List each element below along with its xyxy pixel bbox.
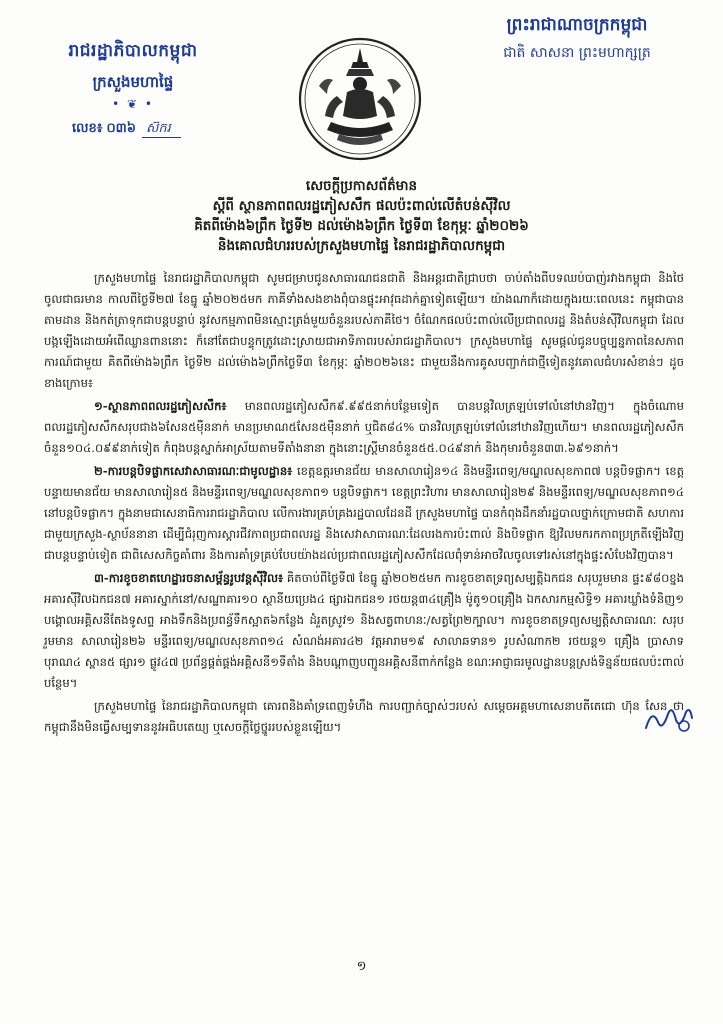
page-number: ១ — [356, 959, 367, 974]
document-body — [44, 268, 684, 740]
closing-block — [44, 696, 684, 738]
title-line-3: គិតពីម៉ោង៦ព្រឹក ថ្ងៃទី២ ដល់ម៉ោង៦ព្រឹក ថ្ងៃទី៣ ខែកុម្ភៈ ឆ្នាំ២០២៦ — [194, 218, 529, 234]
reference-handwritten: ស៊ករ — [142, 121, 181, 138]
royal-seal-icon — [297, 36, 423, 162]
ministry-name: ក្រសួងមហាផ្ទៃ — [92, 73, 174, 91]
section-2-heading: ២-ការបន្តបិទផ្លាកសេវាសាធារណៈជាមូលដ្ឋាន៖ — [94, 464, 293, 478]
right-letterhead — [467, 14, 687, 64]
document-title — [40, 176, 683, 256]
section-2-text: ខេត្តឧត្ដរមានជ័យ មានសាលារៀន១៤ និងមន្ទីរពេទ្យ/មណ្ឌលសុខភាព៧ បន្តបិទផ្លាក។ ខេត្តបន្ទាយមានជ័យ មានសាលារៀន៥ និងមន្ទីរពេទ្យ/មណ្ឌលសុខភាព១ បន្តបិទផ្លាក។ ខេត្តព្រះវិហារ មានសាលារៀន២៩ និងមន្ទីរពេទ្យ/មណ្ឌលសុខភាព១៤ នៅបន្តបិទផ្លាក។ ក្នុងនាមជាសេនាធិការរាជរដ្ឋាភិបាល លើការងារគ្រប់គ្រងរដ្ឋបាលដែនដី ក្រសួងមហាផ្ទៃ បានកំពុងដឹកនាំរដ្ឋបាលថ្នាក់ក្រោមជាតិ សហការជាមួយក្រសួង-ស្ថាប័ននានា ដើម្បីជំរុញការស្ដារជីវភាពប្រជាពលរដ្ឋ និងសេវាសាធារណៈដែលរងការប៉ះពាល់ និងបិទផ្លាក ឱ្យវិលមករកភាពប្រក្រតីឡើងវិញជាបន្តបន្ទាប់ទៀត ជាពិសេសកិច្ចគាំពារ និងការគាំទ្រគ្រប់បែបយ៉ាងដល់ប្រជាពលរដ្ឋភៀសសឹកដែលពុំទាន់អាចវិលចូលទៅរស់នៅក្នុងផ្ទះសំបែងវិញបាន។ — [44, 464, 684, 562]
section-1-heading: ១-ស្ថានភាពពលរដ្ឋភៀសសឹក៖ — [94, 399, 227, 413]
ornament-divider: • ❦ • — [112, 97, 154, 111]
title-line-4: និងគោលជំហររបស់ក្រសួងមហាផ្ទៃ នៃរាជរដ្ឋាភិបាលកម្ពុជា — [217, 238, 506, 254]
title-line-1: សេចក្ដីប្រកាសព័ត៌មាន — [305, 178, 418, 194]
kingdom-name: ព្រះរាជាណាចក្រកម្ពុជា — [506, 15, 648, 35]
section-3-paragraph — [44, 568, 684, 694]
left-letterhead — [28, 40, 238, 111]
intro-paragraph: ក្រសួងមហាផ្ទៃ នៃរាជរដ្ឋាភិបាលកម្ពុជា សូមជម្រាបជូនសាធារណជនជាតិ និងអន្តរជាតិជ្រាបថា ចាប់តាំងពីបទឈប់បាញ់រវាងកម្ពុជា និងថៃ ចូលជាធរមាន កាលពីថ្ងៃទី២៧ ខែធ្នូ ឆ្នាំ២០២៥មក ភាគីទាំងសងខាងពុំបានផ្ទុះអាវុធដាក់គ្នាទៀតឡើយ។ យ៉ាងណាក៏ដោយក្នុងរយៈពេលនេះ កម្ពុជាបានតាមដាន និងកត់ត្រាទុកជាបន្តបន្ទាប់ នូវសកម្មភាពមិនស្មោះត្រង់មួយចំនួនរបស់ភាគីថៃ។ ចំណែកផលប៉ះពាល់លើប្រជាពលរដ្ឋ និងតំបន់ស៊ីវិលកម្ពុជា ដែលបង្កឡើងដោយអំពើឈ្លានពាននោះ ក៏នៅតែជាបន្ទុកត្រូវដោះស្រាយជាអាទិភាពរបស់រាជរដ្ឋាភិបាល។ ក្រសួងមហាផ្ទៃ សូមផ្ដល់ជូនបច្ចុប្បន្នភាពនៃសភាពការណ៍ជាមួយ គិតពីម៉ោង៦ព្រឹក ថ្ងៃទី២ ដល់ម៉ោង៦ព្រឹកថ្ងៃទី៣ ខែកុម្ភៈ ឆ្នាំ២០២៦នេះ ជាមួយនឹងការគូសបញ្ជាក់ជាថ្មីទៀតនូវគោលជំហរសំខាន់ៗ ដូចខាងក្រោម៖ — [44, 271, 684, 390]
section-2-paragraph — [44, 461, 684, 566]
government-name: រាជរដ្ឋាភិបាលកម្ពុជា — [68, 41, 198, 61]
national-motto: ជាតិ សាសនា ព្រះមហាក្សត្រ — [503, 45, 651, 61]
closing-paragraph: ក្រសួងមហាផ្ទៃ នៃរាជរដ្ឋាភិបាលកម្ពុជា គោរពនិងគាំទ្រពេញទំហឹង ការបញ្ជាក់ច្បាស់ៗរបស់ សម្ដេចអគ្គមហាសេនាបតីតេជោ ហ៊ុន សែន ថា កម្ពុជានឹងមិនធ្វើសម្បទាននូវអធិបតេយ្យ ឬសេចក្ដីថ្លៃថ្នូររបស់ខ្លួនឡើយ។ — [44, 699, 684, 734]
section-3-heading: ៣-ការខូចខាតហេដ្ឋារចនាសម្ព័ន្ធរូបវន្តស៊ីវិល៖ — [94, 571, 284, 585]
reference-number — [72, 120, 181, 139]
section-1-paragraph — [44, 396, 684, 459]
reference-value: ០៣៦ — [106, 121, 136, 136]
title-line-2: ស្ដីពី ស្ថានភាពពលរដ្ឋភៀសសឹក ផលប៉ះពាល់លើតំបន់ស៊ីវិល — [212, 198, 511, 214]
signature-mark — [642, 700, 696, 740]
section-1-text: មានពលរដ្ឋភៀសសឹក៩.៩៩៥នាក់បន្ថែមទៀត បានបន្តវិលត្រឡប់ទៅលំនៅឋានវិញ។ ក្នុងចំណោមពលរដ្ឋភៀសសឹកសរុបជាង៦សែន៥ម៉ឺននាក់ មានប្រមាណ៥សែន៥ម៉ឺននាក់ ឬជិត៨៤% បានវិលត្រឡប់ទៅលំនៅឋានវិញហើយ។ មានពលរដ្ឋភៀសសឹកចំនួន១០៤.០៩៩នាក់ទៀត កំពុងបន្តស្នាក់អាស្រ័យតាមទីតាំងនានា ក្នុងនោះស្ត្រីមានចំនួន៥៥.០៤៩នាក់ និងកុមារចំនួន៣៣.៦៩១នាក់។ — [44, 399, 684, 455]
section-3-text: គិតចាប់ពីថ្ងៃទី៧ ខែធ្នូ ឆ្នាំ២០២៥មក ការខូចខាតទ្រព្យសម្បត្តិឯកជន សរុបរួមមាន ផ្ទះ៩៨០ខ្នង អគារស៊ីវិលឯកជន៧ អគារស្នាក់នៅ/សណ្ឋាគារ១០ ស្ថានីយប្រេង៤ ផ្សារឯកជន១ រថយន្ត៣៤គ្រឿង ម៉ូតូ១០គ្រឿង ឯកសារកម្មសិទ្ធិ១ អគារឃ្លាំងទំនិញ១ បង្គោលអគ្គិសនីតែងទូសព្ទ អាងទឹកនិងប្រពន្ធ័ទឹកស្អាត៦កន្លែង ដំរួតស្រូវ១ និងសត្វពាហនៈ/សត្វព្រៃ២ក្បាល។ ការខូចខាតទ្រព្យសម្បត្តិសាធារណៈ សរុបរួមមាន សាលារៀន២៦ មន្ទីរពេទ្យ/មណ្ឌលសុខភាព១៤ សំណង់អគារ៤២ វត្តអារាម១៩ សាលាឆទាន១ រូបសំណាក២ រថយន្ត១ គ្រឿង ប្រាសាទបុរាណ៤ ស្ពាន៥ ផ្សារ១ ផ្លូវ៤៧ ប្រព័ន្ធផ្គត់ផ្គង់អគ្គិសនី១ទីតាំង និងបណ្ដាញបញ្ជូនអគ្គិសនីពាក់កន្លែង ខណៈអាជ្ញាធរមូលដ្ឋានបន្តស្រង់ទិន្នន័យផលប៉ះពាល់បន្ថែម។ — [44, 571, 684, 690]
reference-label: លេខ៖ — [72, 121, 103, 136]
